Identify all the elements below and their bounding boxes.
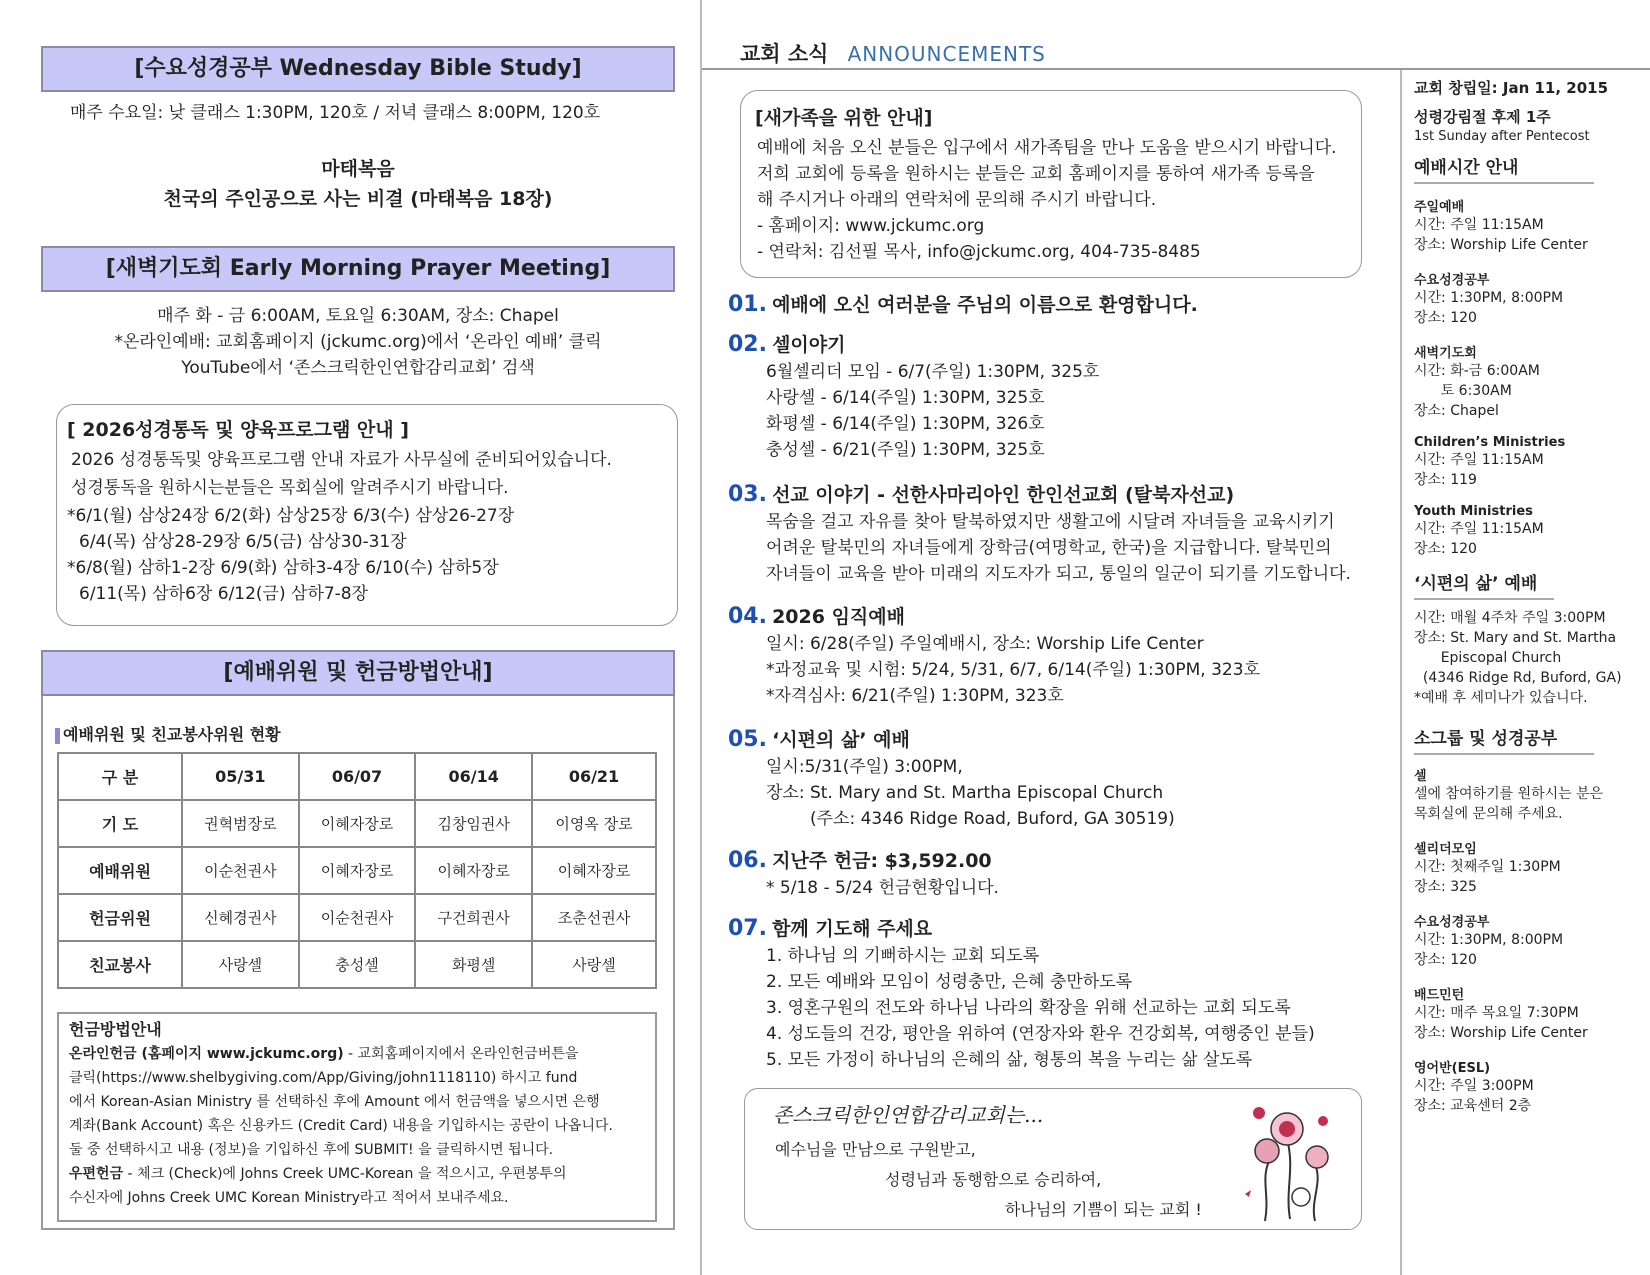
table-cell: 이혜자장로 — [299, 847, 416, 894]
announcement-line: (주소: 4346 Ridge Road, Buford, GA 30519) — [810, 809, 1175, 829]
group-name: 영어반(ESL) — [1414, 1061, 1491, 1076]
table-header-cell: 06/07 — [299, 753, 416, 800]
announcement-07 — [728, 914, 1388, 1073]
schedule-block — [1414, 269, 1650, 328]
table-row — [58, 847, 656, 894]
table-cell: 충성셀 — [299, 941, 416, 988]
table-header-row — [58, 753, 656, 800]
season-en: 1st Sunday after Pentecost — [1414, 129, 1590, 144]
table-header-cell: 06/21 — [532, 753, 656, 800]
header-rule — [702, 68, 1650, 70]
schedule-block-line: 장소: 120 — [1414, 310, 1477, 326]
season-title: 성령강림절 후제 1주 — [1414, 108, 1551, 126]
worship-header: [예배위원 및 헌금방법안내] — [41, 650, 675, 696]
announcement-title: 선교 이야기 - 선한사마리아인 한인선교회 (탈북자선교) — [772, 484, 1235, 506]
table-row — [58, 941, 656, 988]
sidebar-divider — [1400, 70, 1402, 1275]
table-header-cell: 05/31 — [182, 753, 299, 800]
schedule-block-name: 주일예배 — [1414, 200, 1465, 215]
schedule-block-line: 시간: 주일 11:15AM — [1414, 521, 1544, 537]
group-block — [1414, 1057, 1650, 1116]
group-line: 장소: 325 — [1414, 879, 1477, 895]
bible-study-header: [수요성경공부 Wednesday Bible Study] — [41, 46, 675, 92]
announcement-05 — [728, 725, 1388, 832]
table-cell: 사랑셀 — [182, 941, 299, 988]
schedule-block-line: 시간: 1:30PM, 8:00PM — [1414, 290, 1564, 306]
schedule-block-line: 장소: Worship Life Center — [1414, 237, 1588, 253]
announcement-04 — [728, 602, 1388, 709]
schedule-block — [1414, 504, 1650, 559]
announcement-line: 3. 영혼구원의 전도와 하나님 나라의 확장을 위해 선교하는 교회 되도록 — [766, 998, 1291, 1018]
announcement-title: 함께 기도해 주세요 — [772, 918, 933, 940]
group-block — [1414, 911, 1650, 970]
table-header-cell: 구 분 — [58, 753, 182, 800]
newcomer-line: - 연락처: 김선필 목사, info@jckumc.org, 404-735-8485 — [757, 242, 1201, 262]
prayer-line-2: *온라인예배: 교회홈페이지 (jckumc.org)에서 ‘온라인 예배’ 클릭 — [114, 332, 602, 352]
announcement-line: 자녀들이 교육을 받아 미래의 지도자가 되고, 통일의 일군이 되기를 기도합니다. — [766, 564, 1351, 584]
table-cell: 김창임권사 — [415, 800, 532, 847]
announcement-title: ‘시편의 삶’ 예배 — [772, 729, 910, 751]
offering-mail-line — [69, 1162, 645, 1186]
reading-line: 2026 성경통독및 양육프로그램 안내 자료가 사무실에 준비되어있습니다. — [71, 450, 612, 470]
announcement-01 — [728, 290, 1388, 317]
bible-study-book: 마태복음 — [321, 158, 395, 180]
announcement-number: 01. — [728, 292, 767, 317]
online-line: 둘 중 선택하시고 내용 (정보)을 기입하신 후에 SUBMIT! 을 클릭하시면 됩니다. — [69, 1142, 554, 1158]
table-cell: 이혜자장로 — [299, 800, 416, 847]
offering-title: 헌금방법안내 — [69, 1020, 162, 1039]
announcement-line: * 5/18 - 5/24 헌금현황입니다. — [766, 878, 999, 898]
motto-line-1: 예수님을 만남으로 구원받고, — [775, 1140, 976, 1159]
schedule-block-line: 토 6:30AM — [1414, 383, 1512, 399]
announcement-line: 사랑셀 - 6/14(주일) 1:30PM, 325호 — [766, 388, 1045, 408]
motto-title: 존스크릭한인연합감리교회는... — [773, 1103, 1044, 1127]
online-line: 클릭(https://www.shelbygiving.com/App/Giving/john1118110) 하시고 fund — [69, 1070, 578, 1086]
newcomer-box — [740, 90, 1362, 278]
group-line: 목회실에 문의해 주세요. — [1414, 806, 1563, 822]
schedule-block-line: 시간: 주일 11:15AM — [1414, 452, 1544, 468]
table-cell: 예배위원 — [58, 847, 182, 894]
motto-line-3: 하나님의 기쁨이 되는 교회 ! — [1005, 1200, 1202, 1219]
announcement-title: 지난주 헌금: $3,592.00 — [772, 850, 992, 872]
mail-line: - 체크 (Check)에 Johns Creek UMC-Korean 을 적으시고, 우편봉투의 — [123, 1166, 567, 1182]
schedule-block — [1414, 196, 1650, 255]
offering-online-line — [69, 1042, 645, 1066]
schedule-title: 예배시간 안내 — [1414, 153, 1594, 184]
announcement-06 — [728, 846, 1388, 901]
announcement-number: 06. — [728, 848, 767, 873]
reading-line: 6/4(목) 삼상28-29장 6/5(금) 삼상30-31장 — [79, 532, 407, 552]
announcement-line: 6월셀리더 모임 - 6/7(주일) 1:30PM, 325호 — [766, 362, 1100, 382]
subtitle-marker — [55, 728, 60, 744]
schedule-block-line: 장소: 120 — [1414, 541, 1477, 557]
table-cell: 기 도 — [58, 800, 182, 847]
psalm-line: (4346 Ridge Rd, Buford, GA) — [1414, 670, 1622, 686]
group-line: 시간: 매주 목요일 7:30PM — [1414, 1005, 1579, 1021]
announcement-line: 4. 성도들의 건강, 평안을 위하여 (연장자와 환우 건강회복, 여행중인 분들) — [766, 1024, 1315, 1044]
schedule-block — [1414, 435, 1650, 490]
announcement-line: 일시: 6/28(주일) 주일예배시, 장소: Worship Life Center — [766, 634, 1204, 654]
group-name: 수요성경공부 — [1414, 915, 1490, 930]
announcement-line: 충성셀 - 6/21(주일) 1:30PM, 325호 — [766, 440, 1045, 460]
group-block — [1414, 765, 1650, 824]
bible-study-schedule: 매주 수요일: 낮 클래스 1:30PM, 120호 / 저녁 클래스 8:00PM, 120호 — [70, 103, 601, 123]
founding-date: 교회 창립일: Jan 11, 2015 — [1414, 79, 1609, 97]
schedule-block-name: Children’s Ministries — [1414, 435, 1566, 450]
group-line: 장소: 120 — [1414, 952, 1477, 968]
online-line: 에서 Korean-Asian Ministry 를 선택하신 후에 Amount 에서 헌금액을 넣으시면 은행 — [69, 1094, 600, 1110]
schedule-block-line: 장소: Chapel — [1414, 403, 1499, 419]
motto-line-2: 성령님과 동행함으로 승리하여, — [885, 1170, 1102, 1189]
reading-line: *6/1(월) 삼상24장 6/2(화) 삼상25장 6/3(수) 삼상26-27장 — [67, 506, 515, 526]
prayer-header: [새벽기도회 Early Morning Prayer Meeting] — [41, 246, 675, 292]
group-line: 장소: 교육센터 2층 — [1414, 1098, 1532, 1114]
reading-line: 성경통독을 원하시는분들은 목회실에 알려주시기 바랍니다. — [71, 478, 509, 498]
bible-study-topic: 천국의 주인공으로 사는 비결 (마태복음 18장) — [163, 188, 553, 210]
announcement-line: 일시:5/31(주일) 3:00PM, — [766, 757, 963, 777]
announcements-title-kr: 교회 소식 — [740, 42, 829, 66]
schedule-block-name: Youth Ministries — [1414, 504, 1533, 519]
table-cell: 사랑셀 — [532, 941, 656, 988]
announcement-title: 2026 임직예배 — [772, 606, 905, 628]
newcomer-line: - 홈페이지: www.jckumc.org — [757, 216, 985, 236]
group-name: 배드민턴 — [1414, 988, 1465, 1003]
online-label: 온라인헌금 (홈페이지 www.jckumc.org) — [69, 1046, 344, 1062]
psalm-line: *예배 후 세미나가 있습니다. — [1414, 690, 1588, 706]
worship-table — [57, 752, 657, 989]
announcements-title-en: ANNOUNCEMENTS — [847, 42, 1046, 66]
motto-box — [744, 1088, 1362, 1230]
announcement-line: 장소: St. Mary and St. Martha Episcopal Church — [766, 783, 1164, 803]
schedule-block-line: 시간: 화-금 6:00AM — [1414, 363, 1540, 379]
offering-box — [57, 1012, 657, 1222]
group-line: 시간: 주일 3:00PM — [1414, 1078, 1534, 1094]
table-cell: 화평셀 — [415, 941, 532, 988]
online-line: 계좌(Bank Account) 혹은 신용카드 (Credit Card) 내용을 기입하시는 공란이 나옵니다. — [69, 1118, 613, 1134]
prayer-line-1: 매주 화 - 금 6:00AM, 토요일 6:30AM, 장소: Chapel — [157, 306, 559, 326]
announcement-02 — [728, 330, 1388, 463]
reading-program-box — [56, 404, 678, 626]
announcement-title: 셀이야기 — [772, 334, 846, 356]
table-cell: 권혁범장로 — [182, 800, 299, 847]
announcement-number: 02. — [728, 332, 767, 357]
table-cell: 이순천권사 — [182, 847, 299, 894]
page-divider — [700, 0, 702, 1275]
announcement-number: 04. — [728, 604, 767, 629]
mail-line: 수신자에 Johns Creek UMC Korean Ministry라고 적어서 보내주세요. — [69, 1190, 509, 1206]
flower-illustration — [1235, 1099, 1345, 1224]
psalm-line: 장소: St. Mary and St. Martha — [1414, 630, 1617, 646]
sidebar — [1414, 78, 1650, 1116]
schedule-block-name: 수요성경공부 — [1414, 273, 1490, 288]
table-cell: 조춘선권사 — [532, 894, 656, 941]
announcement-line: 2. 모든 예배와 모임이 성령충만, 은혜 충만하도록 — [766, 972, 1133, 992]
psalm-block — [1414, 608, 1650, 708]
reading-title: [ 2026성경통독 및 양육프로그램 안내 ] — [67, 419, 409, 441]
table-cell: 이혜자장로 — [415, 847, 532, 894]
table-cell: 친교봉사 — [58, 941, 182, 988]
announcement-line: *자격심사: 6/21(주일) 1:30PM, 323호 — [766, 686, 1064, 706]
group-name: 셀 — [1414, 769, 1427, 784]
table-header-cell: 06/14 — [415, 753, 532, 800]
newcomer-line: 해 주시거나 아래의 연락처에 문의해 주시기 바랍니다. — [757, 190, 1157, 210]
psalm-title: ‘시편의 삶’ 예배 — [1414, 569, 1554, 600]
online-line: - 교회홈페이지에서 온라인헌금버튼을 — [343, 1046, 579, 1062]
announcement-03 — [728, 480, 1388, 587]
announcement-line: 5. 모든 가정이 하나님의 은혜의 삶, 형통의 복을 누리는 삶 살도록 — [766, 1050, 1253, 1070]
prayer-line-3: YouTube에서 ‘존스크릭한인연합감리교회’ 검색 — [181, 358, 535, 378]
reading-line: 6/11(목) 삼하6장 6/12(금) 삼하7-8장 — [79, 584, 369, 604]
announcement-line: 화평셀 - 6/14(주일) 1:30PM, 326호 — [766, 414, 1045, 434]
announcement-line: 목숨을 걸고 자유를 찾아 탈북하였지만 생활고에 시달려 자녀들을 교육시키기 — [766, 512, 1335, 532]
group-block — [1414, 838, 1650, 897]
announcement-number: 03. — [728, 482, 767, 507]
table-row — [58, 800, 656, 847]
psalm-line: Episcopal Church — [1414, 650, 1562, 666]
announcements-title — [740, 38, 1046, 68]
worship-subtitle — [55, 722, 281, 745]
worship-subtitle-text: 예배위원 및 친교봉사위원 현황 — [63, 725, 281, 744]
newcomer-line: 저희 교회에 등록을 원하시는 분들은 교회 홈페이지를 통하여 새가족 등록을 — [757, 164, 1315, 184]
announcement-line: 1. 하나님 의 기뻐하시는 교회 되도록 — [766, 946, 1040, 966]
schedule-block-name: 새벽기도회 — [1414, 346, 1477, 361]
schedule-block — [1414, 342, 1650, 421]
table-cell: 헌금위원 — [58, 894, 182, 941]
table-cell: 이순천권사 — [299, 894, 416, 941]
worship-section — [41, 650, 675, 1230]
reading-line: *6/8(월) 삼하1-2장 6/9(화) 삼하3-4장 6/10(수) 삼하5장 — [67, 558, 499, 578]
table-cell: 이혜자장로 — [532, 847, 656, 894]
newcomer-title: [새가족을 위한 안내] — [755, 107, 933, 129]
group-name: 셀리더모임 — [1414, 842, 1477, 857]
table-cell: 신혜경권사 — [182, 894, 299, 941]
schedule-block-line: 장소: 119 — [1414, 472, 1477, 488]
announcement-line: 어려운 탈북민의 자녀들에게 장학금(여명학교, 한국)을 지급합니다. 탈북민의 — [766, 538, 1332, 558]
table-cell: 구건희권사 — [415, 894, 532, 941]
announcement-line: *과정교육 및 시험: 5/24, 5/31, 6/7, 6/14(주일) 1:30PM, 323호 — [766, 660, 1260, 680]
announcement-number: 05. — [728, 727, 767, 752]
schedule-block-line: 시간: 주일 11:15AM — [1414, 217, 1544, 233]
psalm-line: 시간: 매월 4주차 주일 3:00PM — [1414, 610, 1606, 626]
table-cell: 이영옥 장로 — [532, 800, 656, 847]
announcement-title: 예배에 오신 여러분을 주님의 이름으로 환영합니다. — [772, 294, 1198, 316]
mail-label: 우편헌금 — [69, 1166, 124, 1182]
group-line: 장소: Worship Life Center — [1414, 1025, 1588, 1041]
group-line: 셀에 참여하기를 원하시는 분은 — [1414, 786, 1604, 802]
group-line: 시간: 1:30PM, 8:00PM — [1414, 932, 1564, 948]
group-line: 시간: 첫째주일 1:30PM — [1414, 859, 1561, 875]
group-block — [1414, 984, 1650, 1043]
table-row — [58, 894, 656, 941]
announcement-number: 07. — [728, 916, 767, 941]
newcomer-line: 예배에 처음 오신 분들은 입구에서 새가족팀을 만나 도움을 받으시기 바랍니다. — [757, 138, 1337, 158]
groups-title: 소그룹 및 성경공부 — [1414, 724, 1594, 755]
